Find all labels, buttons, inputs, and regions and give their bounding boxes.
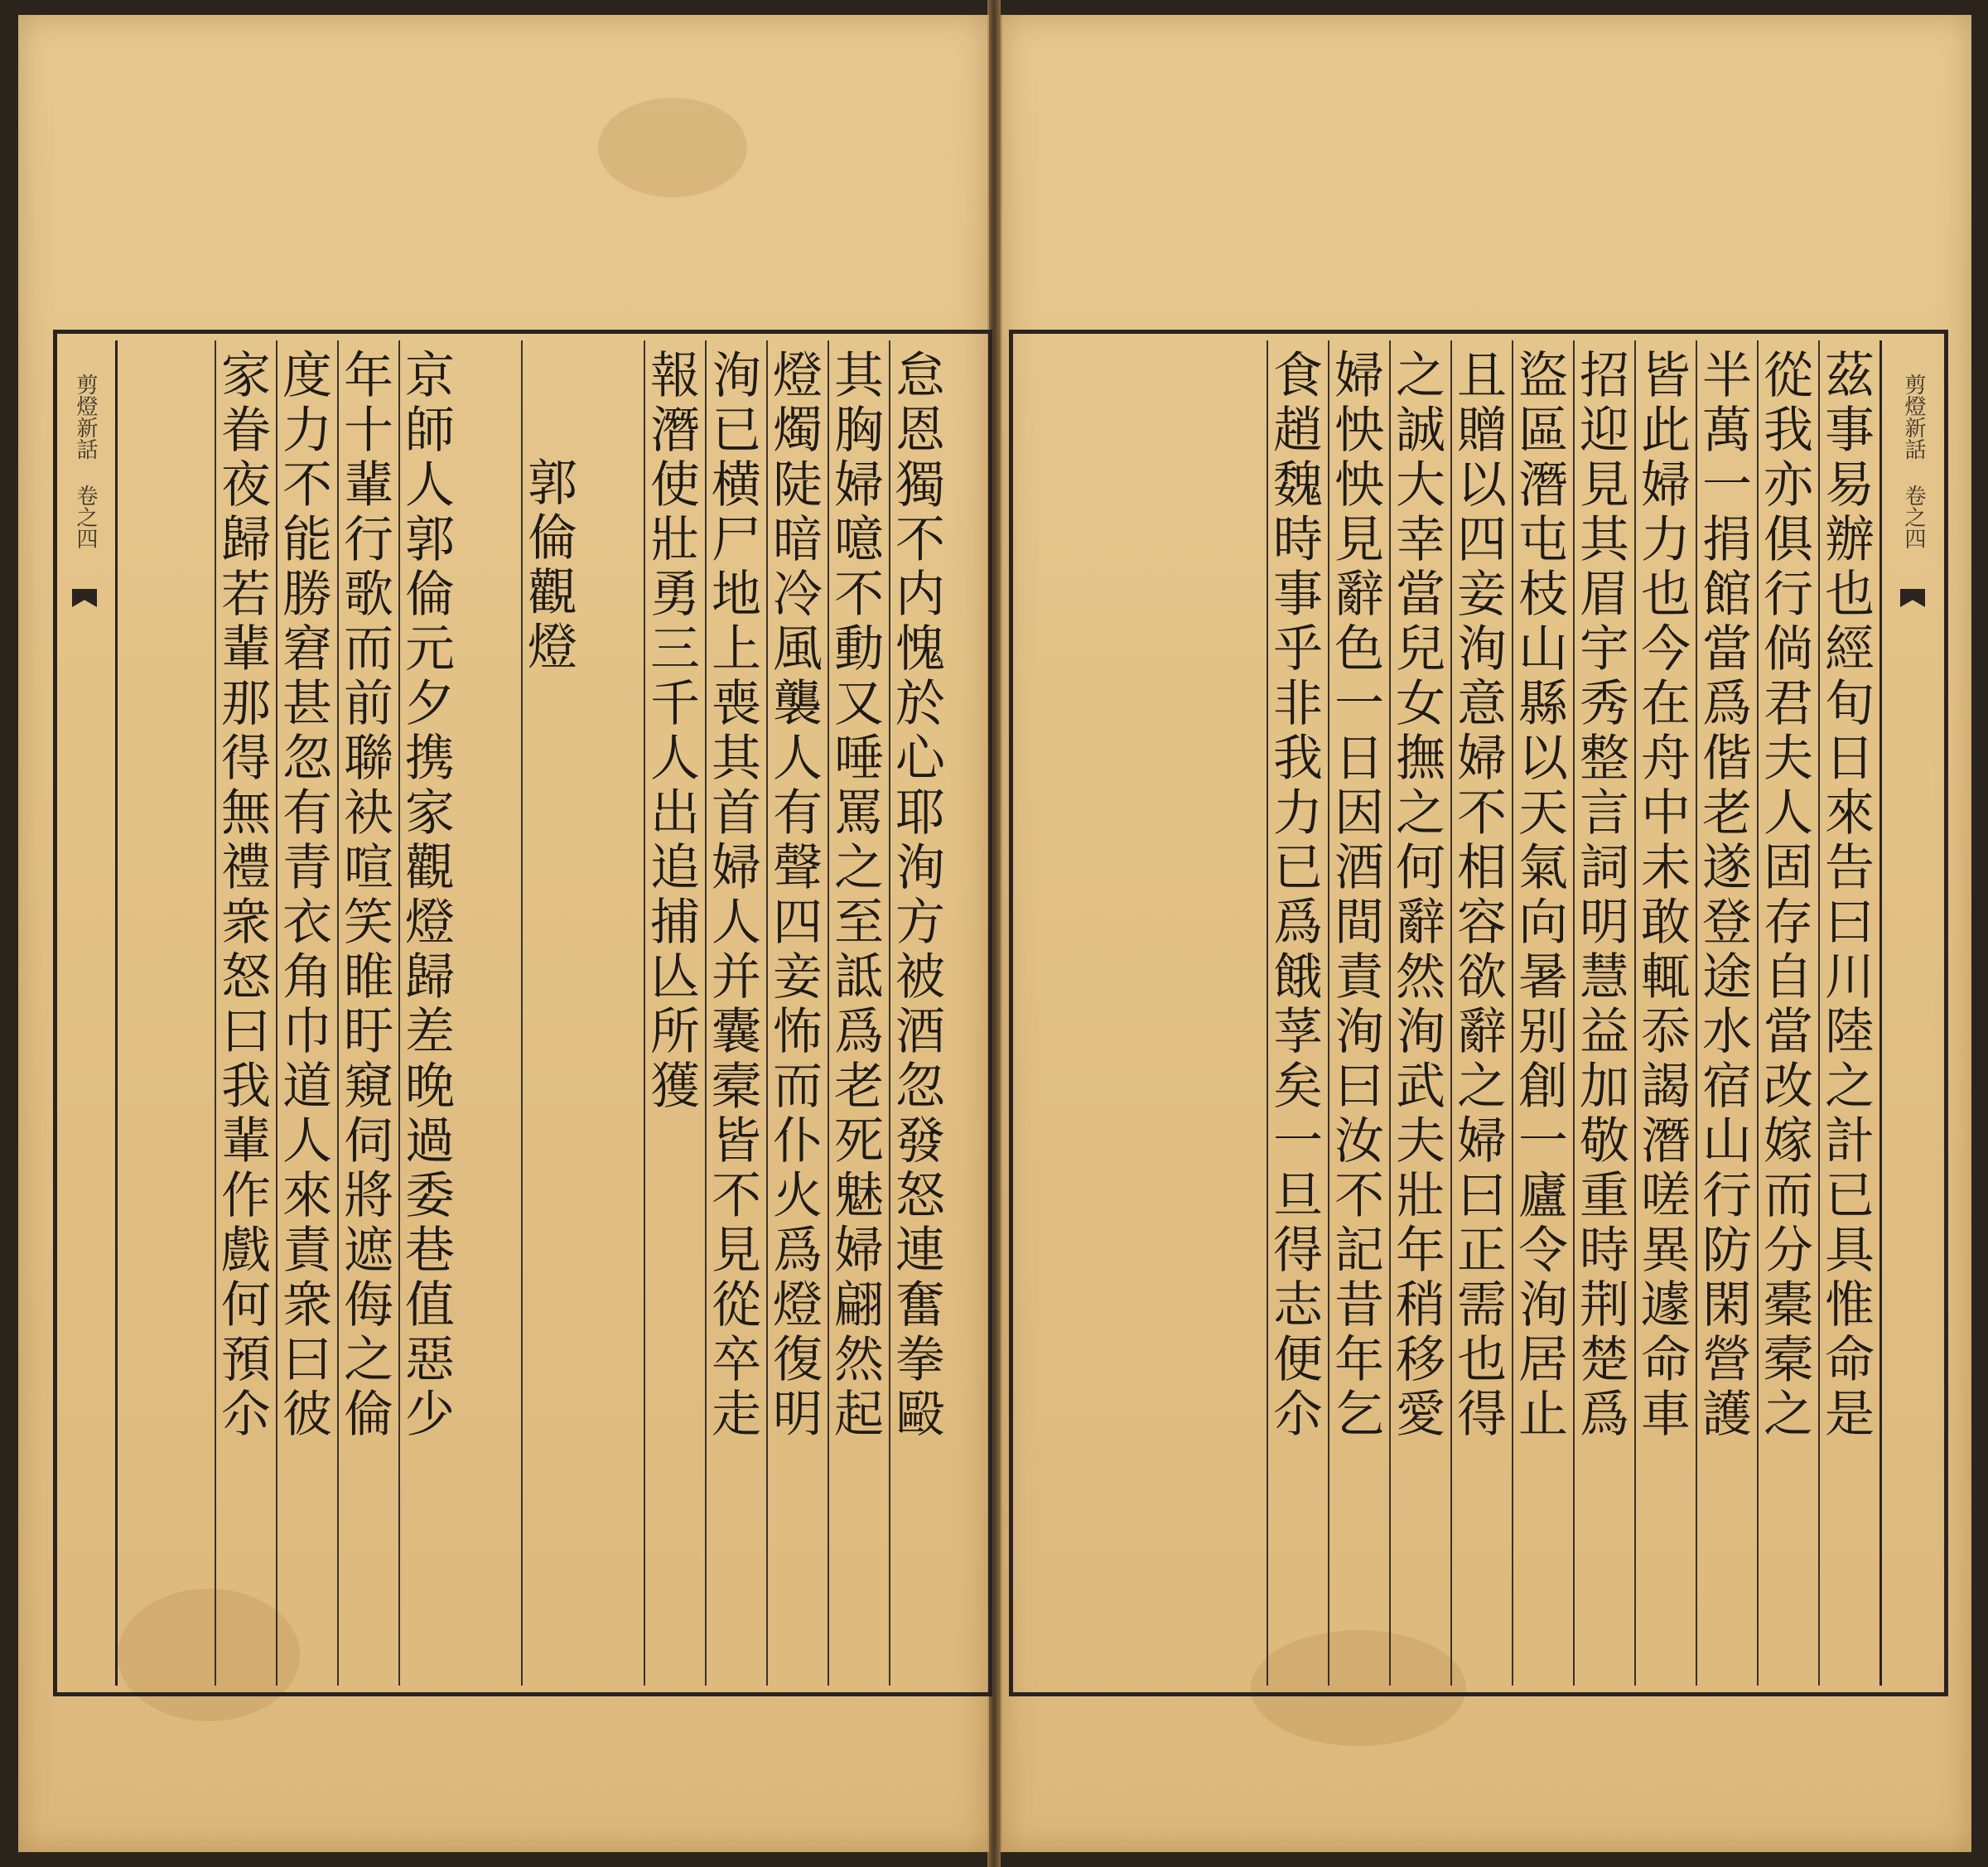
fishtail-mark [1900, 589, 1925, 607]
right-page [1001, 15, 1971, 1852]
column-text: 盜區潛屯枝山縣以天氣向暑别創一廬令洵居止 [1510, 349, 1568, 1442]
column-text: 之誠大幸當兒女撫之何辭然洵武夫壯年稍移愛 [1387, 349, 1445, 1442]
text-column [1817, 340, 1875, 1686]
text-column [1694, 340, 1752, 1686]
text-column [274, 340, 332, 1686]
column-text: 食趙魏時事乎非我力已爲餓莩矣一旦得志便尒 [1265, 349, 1323, 1442]
left-text-frame [53, 330, 992, 1696]
text-column [213, 340, 271, 1686]
text-column [1387, 340, 1445, 1686]
column-text: 從我亦俱行倘君夫人固存自當改嫁而分橐槖之 [1755, 349, 1813, 1442]
text-column [765, 340, 823, 1686]
column-text: 洵已横尸地上喪其首婦人并囊槖皆不見從卒走 [703, 349, 761, 1442]
text-column [1326, 340, 1384, 1686]
column-text: 婦怏怏見辭色一日因酒間責洵曰汝不記昔年乞 [1326, 349, 1384, 1442]
text-column [1449, 340, 1507, 1686]
column-text: 怠恩獨不内愧於心耶洵方被酒忽發怒連奮拳毆 [887, 349, 945, 1442]
text-column [1510, 340, 1568, 1686]
column-text: 皆此婦力也今在舟中未敢輒忝謁潛嗟異遽命車 [1633, 349, 1691, 1442]
text-column [335, 340, 393, 1686]
text-column [826, 340, 884, 1686]
text-column [1633, 340, 1691, 1686]
margin-label: 剪燈新話 卷之四 [1901, 374, 1926, 549]
text-column [1265, 340, 1323, 1686]
heading-column [519, 340, 577, 1686]
margin-label: 剪燈新話 卷之四 [73, 374, 98, 549]
section-heading: 郭倫觀燈 [519, 456, 577, 675]
column-text: 招迎見其眉宇秀整言詞明慧益加敬重時荆楚爲 [1571, 349, 1629, 1442]
column-text: 茲事易辦也經旬日來告曰川陸之計已具惟命是 [1817, 349, 1875, 1442]
column-text: 年十輩行歌而前聯袂喧笑睢盱窺伺將遮侮之倫 [335, 349, 393, 1442]
text-column [703, 340, 761, 1686]
column-text: 報潛使壯勇三千人出追捕亾所獲 [642, 349, 700, 1114]
paper-stain [598, 98, 747, 197]
text-column [397, 340, 455, 1686]
column-text: 半萬一捐館當爲偕老遂登途水宿山行防閑營護 [1694, 349, 1752, 1442]
text-column [642, 340, 700, 1686]
column-text: 其胸婦噫不動又唾罵之至詆爲老死魅婦翩然起 [826, 349, 884, 1442]
text-column [887, 340, 945, 1686]
column-text: 度力不能勝窘甚忽有青衣角巾道人來責衆曰彼 [274, 349, 332, 1442]
column-text: 且贈以四妾洵意婦不相容欲辭之婦曰正需也得 [1449, 349, 1507, 1442]
text-column [1755, 340, 1813, 1686]
fishtail-mark [72, 589, 97, 607]
column-text: 家眷夜歸若輩那得無禮衆怒曰我輩作戲何預尒 [213, 349, 271, 1442]
column-text: 燈燭陡暗冷風襲人有聲四妾怖而仆火爲燈復明 [765, 349, 823, 1442]
text-column [1571, 340, 1629, 1686]
left-fold-strip [54, 340, 118, 1686]
right-fold-strip [1879, 340, 1943, 1686]
column-text: 京師人郭倫元夕携家觀燈歸差晚過委巷值惡少 [397, 349, 455, 1442]
right-text-frame [1009, 330, 1948, 1696]
left-page [18, 15, 989, 1852]
